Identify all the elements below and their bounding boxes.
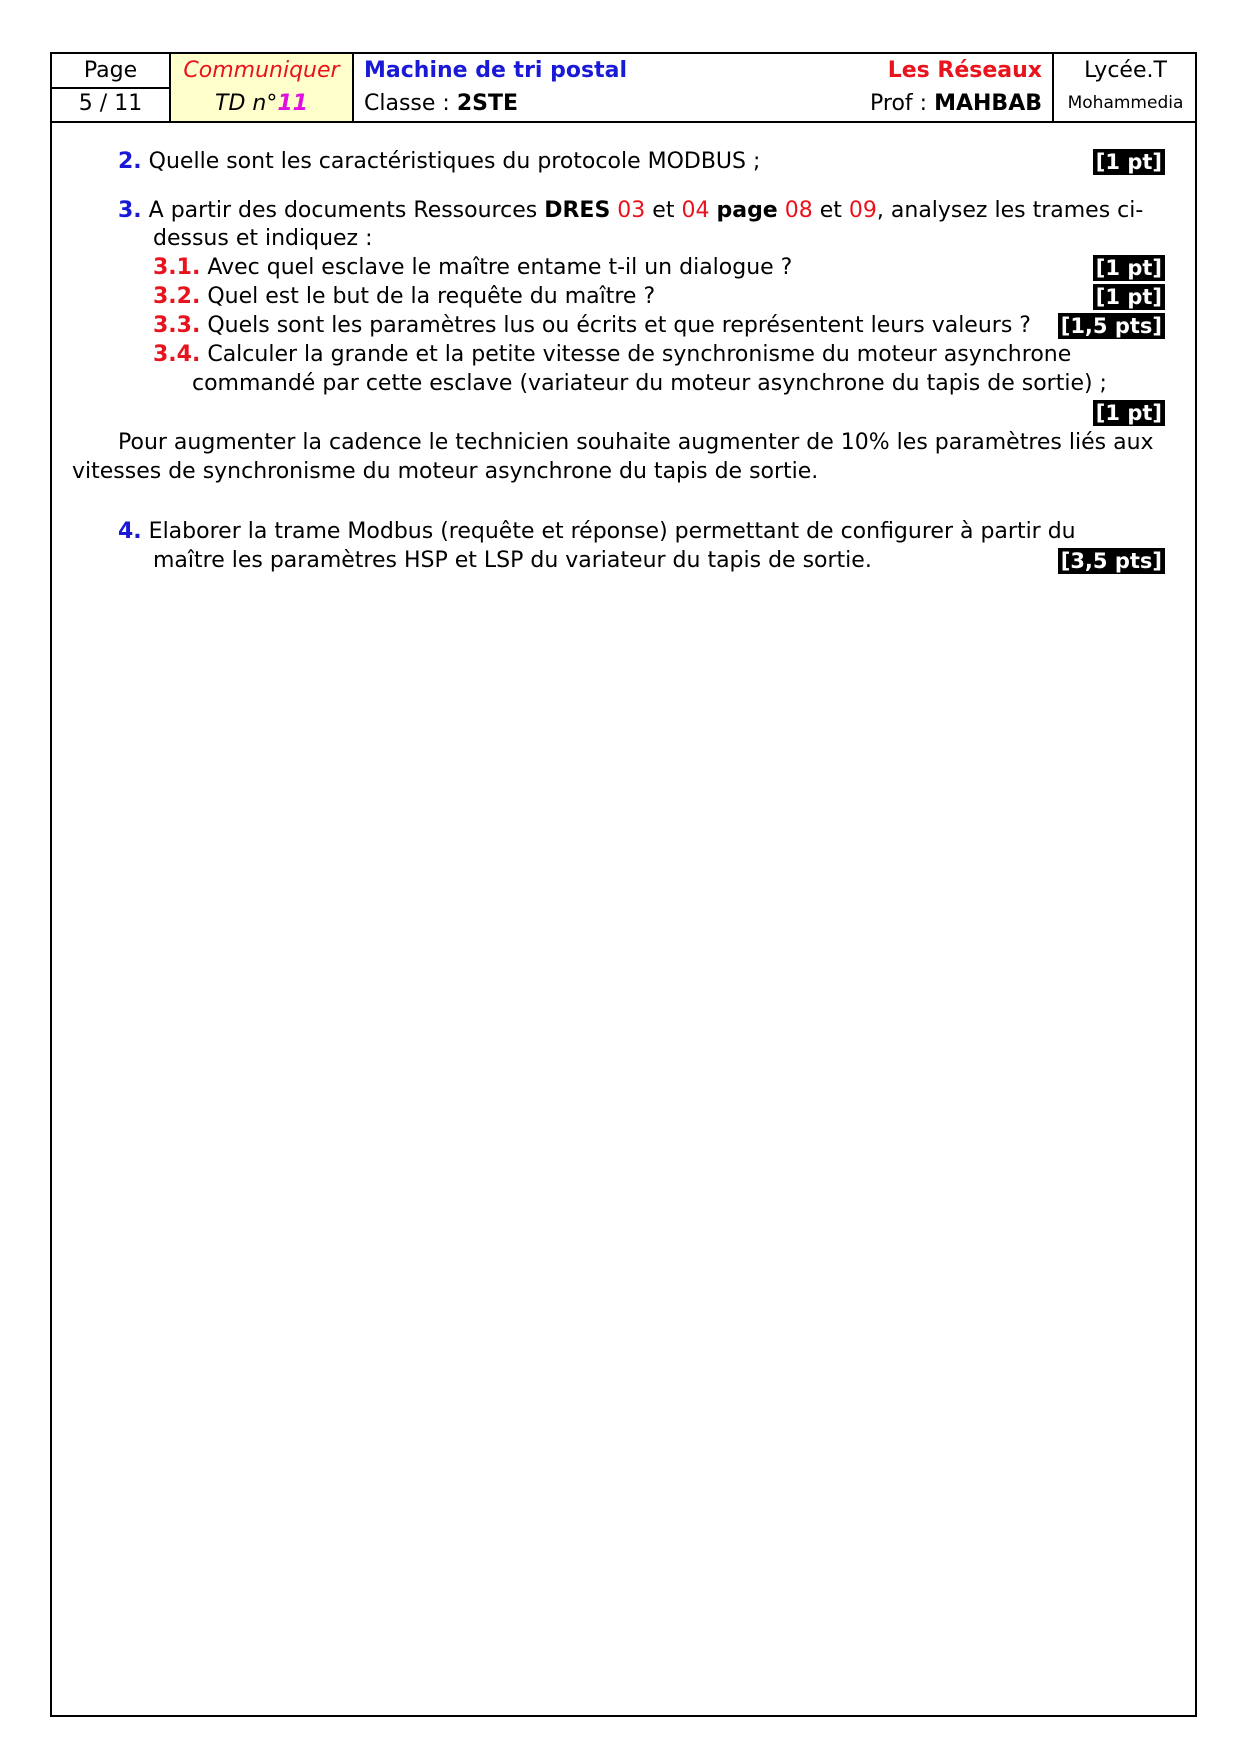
ref-04: 04 [681, 198, 710, 223]
header [52, 54, 1195, 123]
question-2 [118, 148, 760, 176]
question-3 [118, 197, 1143, 225]
dres: DRES [544, 198, 611, 223]
city: Mohammedia [1067, 93, 1184, 113]
question-3-1-points: [1 pt] [1093, 255, 1165, 281]
paragraph-line-2: vitesses de synchronisme du moteur asynchrone du tapis de sortie. [72, 459, 819, 484]
page-word: page [716, 198, 778, 223]
doc-title: Machine de tri postal [364, 58, 627, 83]
question-4-number: 4. [118, 519, 142, 544]
class-row [354, 87, 1052, 120]
question-2-number: 2. [118, 149, 142, 174]
school-cell [1054, 54, 1197, 121]
question-3-4-text: Calculer la grande et la petite vitesse de synchronisme du moteur asynchrone [207, 342, 1072, 367]
prof-label: Prof : [870, 91, 928, 116]
td-label [171, 87, 352, 120]
et-1: et [652, 198, 675, 223]
question-2-text: Quelle sont les caractéristiques du protocole MODBUS ; [148, 149, 761, 174]
question-3-4 [153, 341, 1071, 369]
question-4-line-1: Elaborer la trame Modbus (requête et réponse) permettant de configurer à partir du [148, 519, 1076, 544]
question-3-2-text: Quel est le but de la requête du maître ? [207, 284, 656, 309]
question-3-4-text-2: commandé par cette esclave (variateur du moteur asynchrone du tapis de sortie) ; [192, 371, 1107, 396]
page-number: 5 / 11 [78, 91, 143, 116]
title-cell [354, 54, 1054, 121]
section-label: Communiquer [183, 58, 340, 83]
classe-value: 2STE [456, 91, 519, 116]
question-4 [118, 518, 1076, 546]
question-3-1 [153, 254, 792, 282]
question-3-4-points: [1 pt] [1093, 400, 1165, 426]
paragraph-line-1: Pour augmenter la cadence le technicien souhaite augmenter de 10% les paramètres liés aux [118, 430, 1154, 455]
question-3-3 [153, 312, 1031, 340]
page-label: Page [52, 54, 169, 89]
topic: Les Réseaux [887, 58, 1042, 83]
question-3-1-number: 3.1. [153, 255, 201, 280]
school: Lycée.T [1084, 58, 1167, 83]
question-3-2-points: [1 pt] [1093, 284, 1165, 310]
question-4-line-2: maître les paramètres HSP et LSP du variateur du tapis de sortie. [153, 548, 872, 573]
prof-value: MAHBAB [934, 91, 1042, 116]
question-3-intro-c: dessus et indiquez : [153, 226, 373, 251]
question-3-2 [153, 283, 655, 311]
title-row [354, 54, 1052, 87]
question-3-number: 3. [118, 198, 142, 223]
page-frame [50, 52, 1197, 1717]
ref-03: 03 [617, 198, 646, 223]
question-3-4-number: 3.4. [153, 342, 201, 367]
td-number: 11 [277, 91, 308, 116]
question-3-intro-a: A partir des documents Ressources [148, 198, 538, 223]
question-3-1-text: Avec quel esclave le maître entame t-il un dialogue ? [207, 255, 793, 280]
question-3-3-points: [1,5 pts] [1058, 313, 1165, 339]
prof [870, 87, 1042, 120]
td-prefix: TD n° [215, 91, 278, 116]
ref-09: 09 [848, 198, 877, 223]
classe-label: Classe : [364, 91, 450, 116]
question-3-3-text: Quels sont les paramètres lus ou écrits et que représentent leurs valeurs ? [207, 313, 1031, 338]
ref-08: 08 [784, 198, 813, 223]
et-2: et [819, 198, 842, 223]
td-cell [171, 54, 354, 121]
question-3-intro-b: , analysez les trames ci- [876, 198, 1144, 223]
page-cell [52, 54, 171, 121]
question-4-points: [3,5 pts] [1058, 548, 1165, 574]
question-3-2-number: 3.2. [153, 284, 201, 309]
question-2-points: [1 pt] [1093, 149, 1165, 175]
question-3-3-number: 3.3. [153, 313, 201, 338]
